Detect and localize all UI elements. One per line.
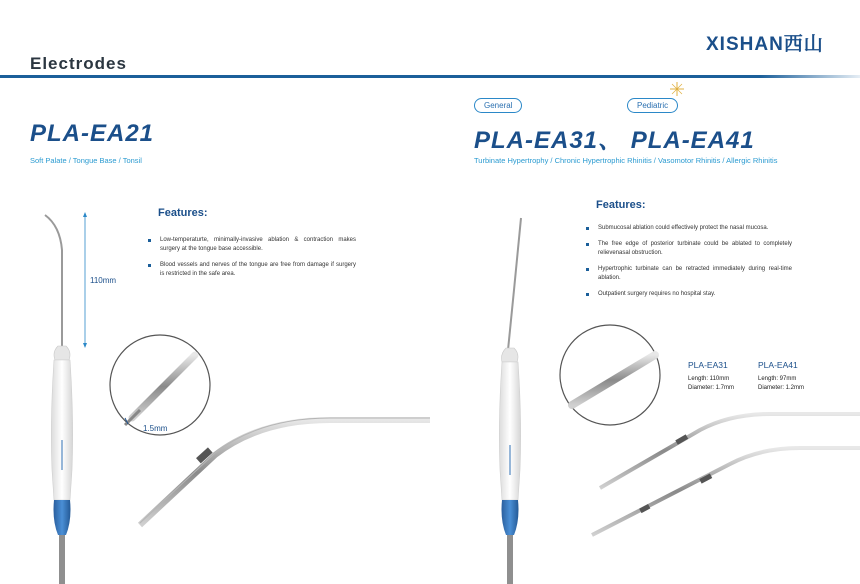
feature-item: Blood vessels and nerves of the tongue are free from damage if surgery is restricted in the safe area.	[148, 261, 356, 279]
right-features-list	[586, 224, 792, 306]
spec-diameter: Diameter: 1.2mm	[758, 385, 805, 391]
feature-item: Outpatient surgery requires no hospital stay.	[586, 290, 792, 299]
feature-item: Submucosal ablation could effectively protect the nasal mucosa.	[586, 224, 792, 233]
sparkle-icon	[670, 82, 684, 96]
left-probe-tip	[140, 418, 430, 525]
left-features-title: Features:	[158, 207, 208, 219]
spec-length: Length: 97mm	[758, 376, 797, 382]
tip-diameter-label: 1.5mm	[143, 424, 168, 433]
brand-logo: XISHAN西山	[706, 34, 824, 55]
spec-name: PLA-EA41	[758, 360, 798, 370]
left-tip-magnifier	[110, 335, 210, 435]
length-label: 110mm	[90, 276, 117, 285]
feature-item: Hypertrophic turbinate can be retracted immediately during real-time ablation.	[586, 265, 792, 283]
right-probe-tips	[592, 414, 860, 535]
spec-length: Length: 110mm	[688, 376, 730, 382]
spec-block-ea31	[688, 360, 734, 393]
right-electrode-image	[499, 218, 521, 584]
feature-item: Low-temperaturte, minimally-invasive ablation & contraction makes surgery at the tongue base accessible.	[148, 236, 356, 254]
right-features-title: Features:	[596, 199, 646, 211]
spec-block-ea41	[758, 360, 804, 393]
tag-pediatric: Pediatric	[627, 98, 678, 113]
left-indications: Soft Palate / Tongue Base / Tonsil	[30, 156, 142, 165]
right-model-title: PLA-EA31、 PLA-EA41	[474, 127, 755, 154]
tag-general: General	[474, 98, 522, 113]
spec-name: PLA-EA31	[688, 360, 728, 370]
right-tip-magnifier	[560, 325, 660, 425]
length-dimension-line	[83, 212, 87, 348]
left-model-title: PLA-EA21	[30, 120, 155, 147]
spec-diameter: Diameter: 1.7mm	[688, 385, 735, 391]
left-electrode-image	[45, 215, 73, 584]
left-features-list	[148, 236, 356, 286]
right-indications: Turbinate Hypertrophy / Chronic Hypertrophic Rhinitis / Vasomotor Rhinitis / Allergic Rhinitis	[474, 156, 778, 165]
feature-item: The free edge of posterior turbinate could be ablated to completely relievenasal obstruction.	[586, 240, 792, 258]
page-title: Electrodes	[30, 54, 127, 73]
